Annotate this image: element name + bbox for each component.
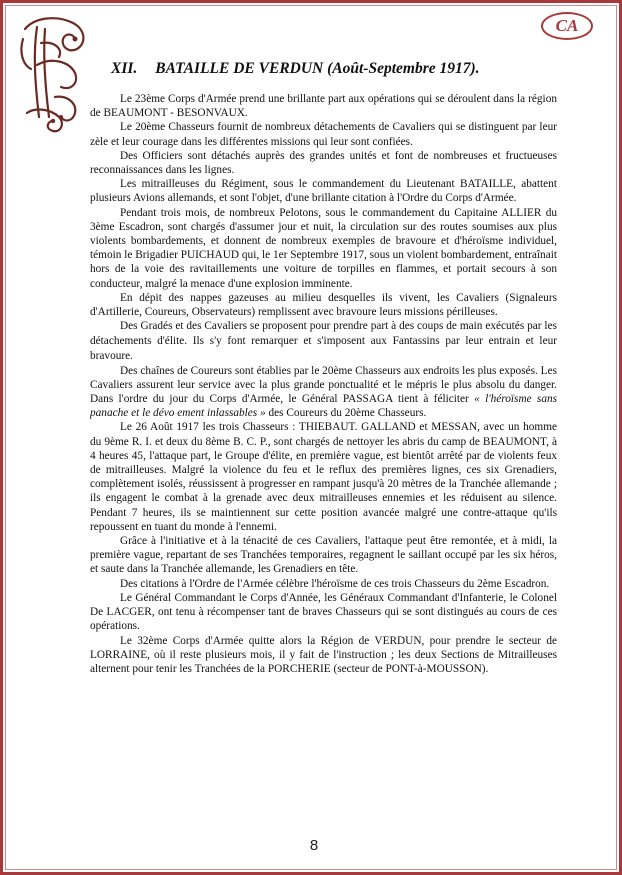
- paragraph: [90, 364, 557, 421]
- paragraph: Grâce à l'initiative et à la ténacité de ces Cavaliers, l'attaque peut être remontée, et à midi, la première vague, repartant de ses Tranchées temporaires, regagnent le saillant occupé par les six héros, et saute dans la Tranchée allemande, les Grenadiers en tête.: [90, 535, 557, 576]
- section-number: XII.: [111, 60, 138, 77]
- paragraph: Le Général Commandant le Corps d'Année, les Généraux Commandant d'Infanterie, le Colonel De LACGER, ont tenu à récompenser tant de braves Chasseurs qui se sont distingués au cours de ces opérations.: [90, 591, 557, 633]
- body-text: [90, 92, 557, 676]
- paragraph: Les mitrailleuses du Régiment, sous le commandement du Lieutenant BATAILLE, abattent plusieurs Avions allemands, et sont l'objet, d'une brillante citation à l'Ordre du Corps d'Armée.: [90, 178, 557, 205]
- paragraph-text: Des chaînes de Coureurs sont établies par le 20ème Chasseurs aux endroits les plus exposés. Les Cavaliers assurent leur service avec la plus grande ponctualité et le mépris le plus absolu du danger. Dans l'ordre du jour du Corps d'Armée, le Général PASSAGA tient à féliciter: [90, 364, 557, 406]
- paragraph: Le 32ème Corps d'Armée quitte alors la Région de VERDUN, pour prendre le secteur de LORRAINE, où il reste plusieurs mois, il y fait de l'instruction ; les deux Sections de Mitrailleuses alternent pour tenir les Tranchées de la PORCHERIE (secteur de PONT-à-MOUSSON).: [90, 634, 557, 675]
- paragraph: Le 26 Août 1917 les trois Chasseurs : THIEBAUT. GALLAND et MESSAN, avec un homme du 9ème R. I. et deux du 8ème B. C. P., sont chargés de nettoyer les abris du camp de BEAUMONT, à 4 heures 45, l'attaque part, le Groupe d'élite, en première vague, est bientôt arrêté par de violents feux de mitrailleuses. Malgré la violence du feu et le reflux des premières lignes, ces six Grenadiers, complètement isolés, réussissent à progresser en rampant jusqu'à 20 mètres de la Tranchée allemande ; ils engagent le combat à la grenade avec deux mitrailleuses ennemies et les réduisent au silence. Pendant 7 heures, ils se maintiennent sur cette position avancée malgré une contre-attaque qu'ils repoussent en tuant du monde à l'ennemi.: [90, 421, 557, 533]
- page-number: 8: [309, 837, 319, 854]
- paragraph: Le 23ème Corps d'Armée prend une brillante part aux opérations qui se déroulent dans la région de BEAUMONT - BESONVAUX.: [90, 93, 557, 120]
- ca-logo: [541, 12, 593, 40]
- paragraph: Des citations à l'Ordre de l'Armée célèbre l'héroïsme de ces trois Chasseurs du 2ème Escadron.: [120, 577, 550, 590]
- ornamental-initial-icon: [15, 13, 93, 143]
- paragraph: Des Gradés et des Cavaliers se proposent pour prendre part à des coups de main exécutés par les détachements d'élite. Ils s'y font remarquer et s'imposent aux Fantassins par leur entrain et leur bravoure.: [90, 320, 557, 362]
- section-title: [111, 60, 480, 78]
- quotation: « l'héroïsme sans panache et le dévo ement inlassables »: [90, 393, 558, 420]
- paragraph-text: des Coureurs du 20ème Chasseurs.: [268, 407, 427, 420]
- paragraph: Pendant trois mois, de nombreux Pelotons, sous le commandement du Capitaine ALLIER du 3ème Escadron, sont chargés d'assumer jour et nuit, la circulation sur des routes soumises aux plus violents bombardements, et donnent de nombreux exemples de bravoure et d'héroïsme individuel, témoin le Brigadier PUICHAUD qui, le 1er Septembre 1917, sous un violent bombardement, entraînait hors de la voie des ravitaillements une voiture de torpilles en flammes, et portait secours à son conducteur, malgré la menace d'une explosion imminente.: [90, 206, 557, 290]
- paragraph: Le 20ème Chasseurs fournit de nombreux détachements de Cavaliers qui se distinguent par leur zèle et leur courage dans les différentes missions qui leur sont confiées.: [90, 121, 557, 148]
- paragraph: Des Officiers sont détachés auprès des grandes unités et font de nombreuses et fructueuses reconnaissances dans les lignes.: [90, 149, 557, 177]
- logo-text: CA: [555, 16, 579, 35]
- paragraph: En dépit des nappes gazeuses au milieu desquelles ils vivent, les Cavaliers (Signaleurs d'Artillerie, Coureurs, Observateurs) remplissent avec bravoure leurs missions périlleuses.: [90, 291, 557, 319]
- section-heading: BATAILLE DE VERDUN (Août-Septembre 1917).: [155, 60, 480, 77]
